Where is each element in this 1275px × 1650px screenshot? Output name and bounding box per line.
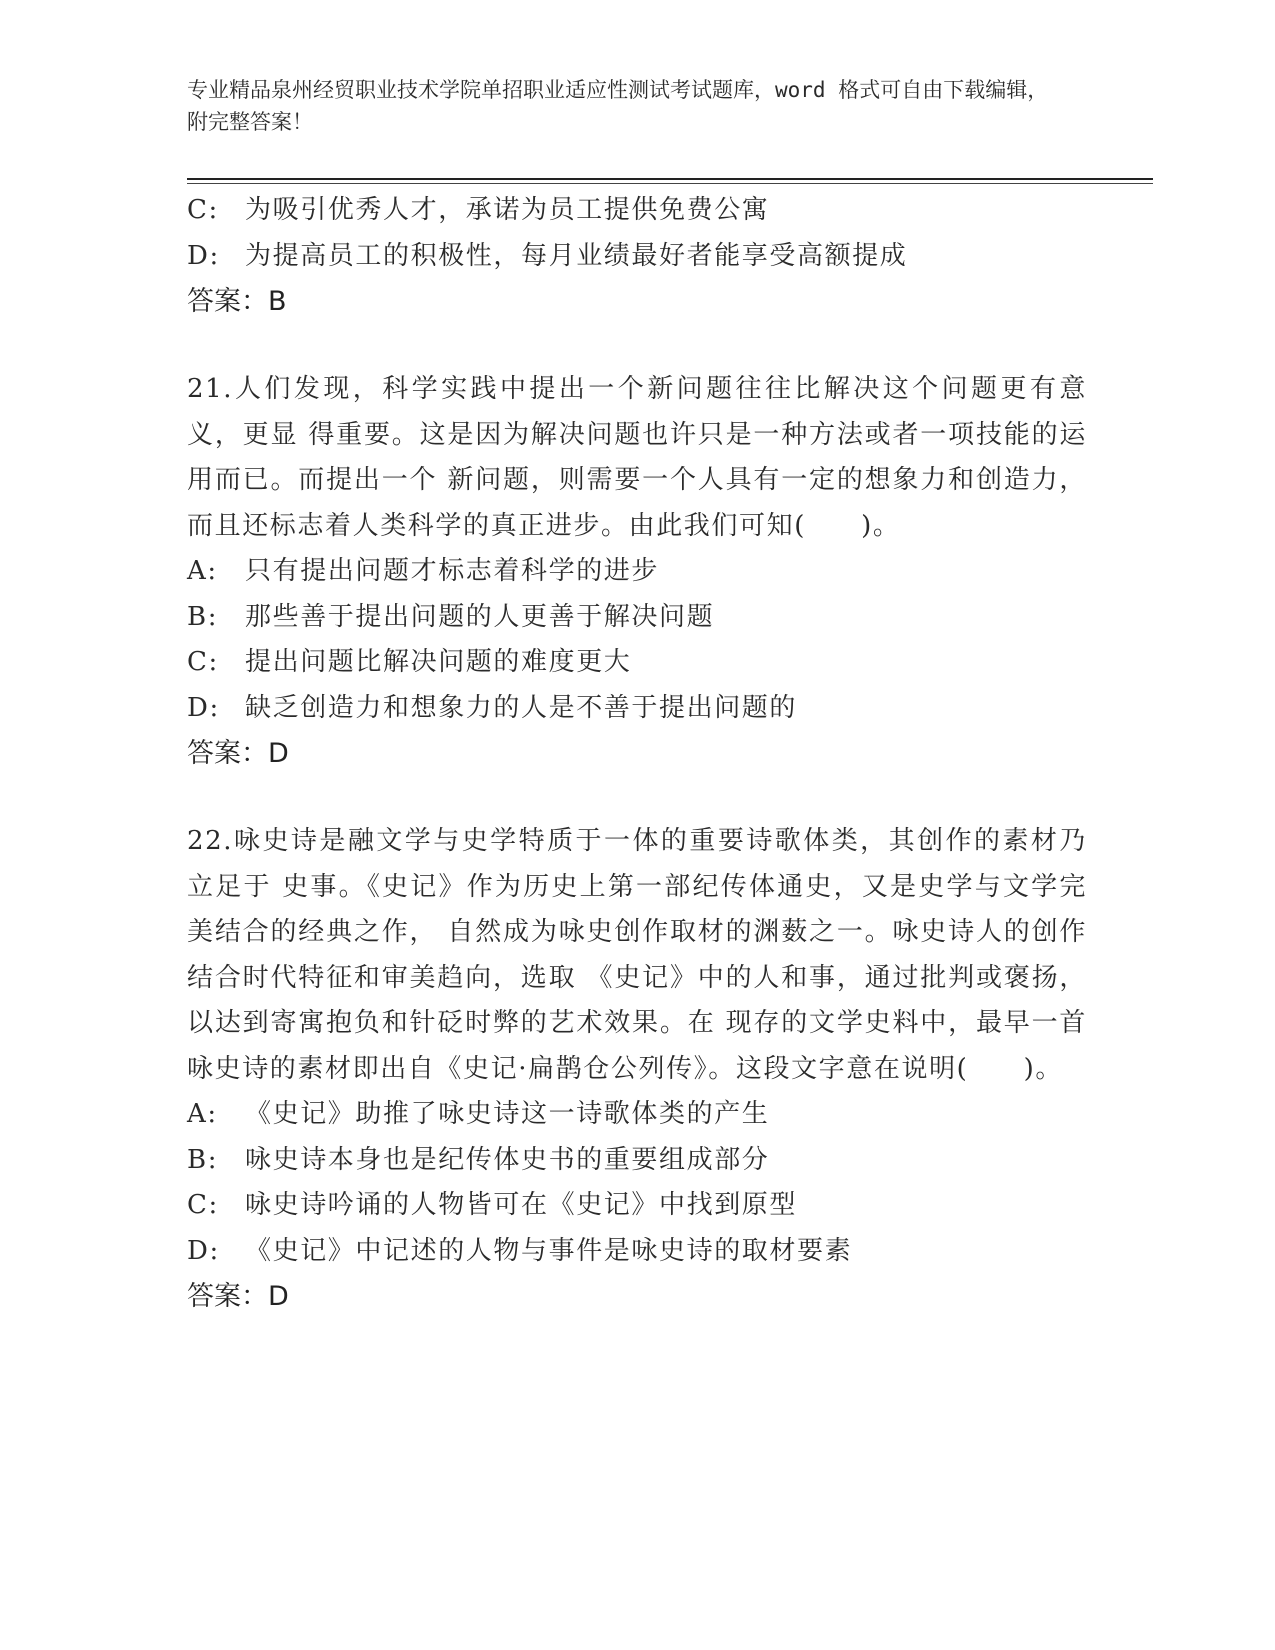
option-letter: A: xyxy=(187,556,218,586)
option-d xyxy=(187,686,1087,732)
answer-line: 答案：D xyxy=(187,1281,289,1312)
prev-question-block xyxy=(187,188,1087,325)
option-text: 只有提出问题才标志着科学的进步 xyxy=(245,556,660,586)
option-text: 《史记》助推了咏史诗这一诗歌体类的产生 xyxy=(245,1099,770,1129)
option-letter: D: xyxy=(187,692,220,723)
option-letter: B: xyxy=(187,601,219,632)
question-21-block xyxy=(187,367,1087,777)
option-text: 为提高员工的积极性，每月业绩最好者能享受高额提成 xyxy=(245,240,908,271)
option-b xyxy=(187,1138,1087,1184)
option-text: 《史记》中记述的人物与事件是咏史诗的取材要素 xyxy=(245,1235,853,1266)
option-c xyxy=(187,1183,1087,1229)
option-c xyxy=(187,640,1087,686)
option-d xyxy=(187,1229,1087,1275)
option-b xyxy=(187,595,1087,641)
option-c xyxy=(187,188,1087,234)
question-content xyxy=(187,188,1087,1320)
option-letter: C: xyxy=(187,1190,219,1220)
option-letter: D: xyxy=(187,240,220,271)
option-text: 咏史诗本身也是纪传体史书的重要组成部分 xyxy=(245,1144,770,1175)
option-a xyxy=(187,1092,1087,1138)
option-letter: B: xyxy=(187,1144,219,1175)
option-text: 缺乏创造力和想象力的人是不善于提出问题的 xyxy=(245,692,798,723)
option-letter: C: xyxy=(187,195,219,225)
question-22-block xyxy=(187,819,1087,1320)
answer-line: 答案：B xyxy=(187,286,287,317)
answer-line: 答案：D xyxy=(187,738,289,769)
option-letter: A: xyxy=(187,1099,218,1129)
question-22-stem: 22.咏史诗是融文学与史学特质于一体的重要诗歌体类，其创作的素材乃立足于 史事。《史记》作为历史上第一部纪传体通史，又是史学与文学完美结合的经典之作， 自然成为咏史创作取材的渊薮之一。咏史诗人的创作结合时代特征和审美趋向，选取 《史记》中的人和事，通过批判或褒扬，以达到寄寓抱负和针砭时弊的艺术效果。在 现存的文学史料中，最早一首咏史诗的素材即出自《史记·扁鹊仓公列传》。这段文字意在说明( )。 xyxy=(187,826,1087,1084)
option-a xyxy=(187,549,1087,595)
option-letter: D: xyxy=(187,1235,220,1266)
header-divider-thin xyxy=(187,183,1153,184)
option-d xyxy=(187,234,1087,280)
option-text: 咏史诗吟诵的人物皆可在《史记》中找到原型 xyxy=(245,1190,798,1220)
option-letter: C: xyxy=(187,647,219,677)
header-divider-thick xyxy=(187,178,1153,180)
page-header: 专业精品泉州经贸职业技术学院单招职业适应性测试考试题库，word 格式可自由下载编辑，附完整答案！ xyxy=(187,78,1049,134)
option-text: 那些善于提出问题的人更善于解决问题 xyxy=(245,601,715,632)
question-21-stem: 21.人们发现，科学实践中提出一个新问题往往比解决这个问题更有意义，更显 得重要。这是因为解决问题也许只是一种方法或者一项技能的运用而已。而提出一个 新问题，则需要一个人具有一定的想象力和创造力，而且还标志着人类科学的真正进步。由此我们可知( )。 xyxy=(187,374,1087,541)
option-text: 为吸引优秀人才，承诺为员工提供免费公寓 xyxy=(245,195,770,225)
option-text: 提出问题比解决问题的难度更大 xyxy=(245,647,632,677)
